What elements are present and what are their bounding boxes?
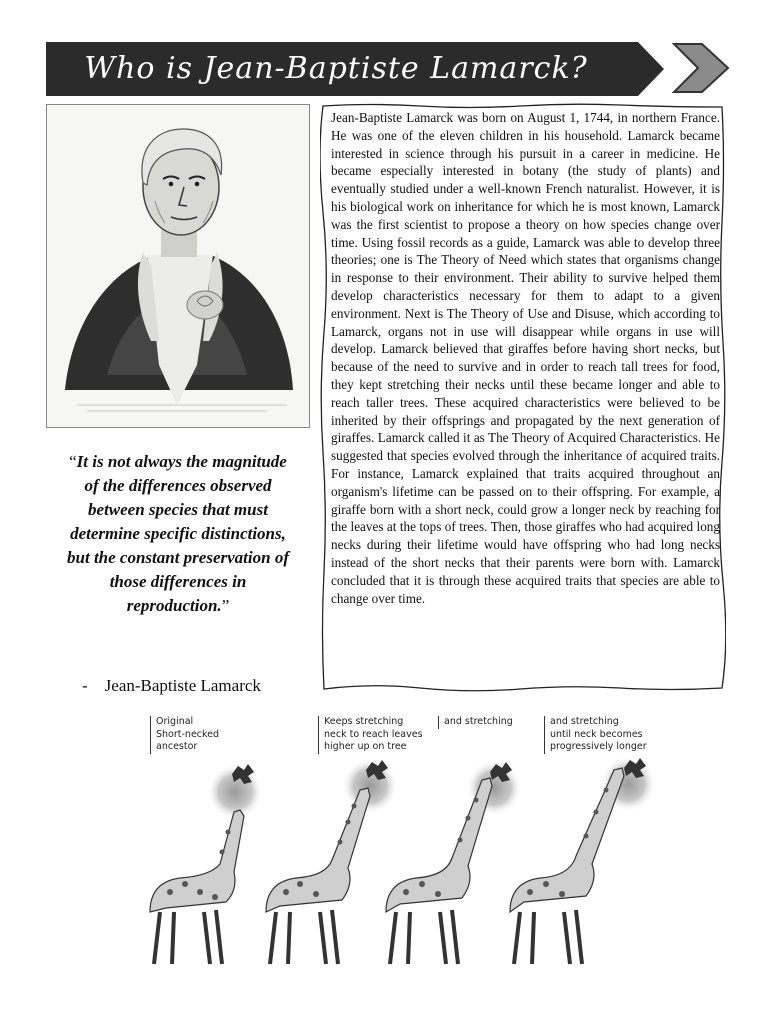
title-banner (46, 42, 666, 96)
chevron-right-icon (672, 42, 730, 94)
biography-text: Jean-Baptiste Lamarck was born on August 1, 1744, in northern France. He was one of the eleven children in his household. Lamarck became interested in science through his pursuit in a career in medicine. He became especially interested in botany (the study of plants) and eventually studied under a well-known French naturalist. However, it is his biological work on inheritance for which he is most known, Lamarck was the first scientist to propose a theory on how species change over time. Using fossil records as a guide, Lamarck was able to develop three theories; one is The Theory of Need which states that organisms change in response to their environment. Their ability to survive helped them develop characteristics necessary for them to adapt to a given environment. Next is The Theory of Use and Disuse, which according to Lamarck, organs not in use will disappear while organs in use will develop. Lamarck believed that giraffes before having short necks, but because of the need to survive and in order to reach tall trees for food, they kept stretching their necks until these became longer and able to reach taller trees. These acquired characteristics were believed to be inherited by their offsprings and propagated by the next generation of giraffes. Lamarck called it as The Theory of Acquired Characteristics. He suggested that species evolved through the inheritance of acquired traits. For instance, Lamarck explained that traits acquired throughout an organism's lifetime can be passed on to their offspring. For example, a giraffe born with a short neck, could grow a longer neck by reaching for the leaves at the tops of trees. Then, those giraffes who had acquired long necks during their lifetime would have offspring who had long necks instead of the short necks that their parents were born with. Lamarck concluded that it is through these acquired traits that species are able to change over time. (331, 110, 720, 606)
giraffe-evolution-diagram (140, 712, 660, 982)
giraffe-2-icon (266, 758, 398, 964)
quote-attribution: - Jean-Baptiste Lamarck (82, 676, 261, 695)
giraffe-4-icon (510, 756, 656, 964)
open-quote: “ (69, 452, 77, 471)
quote-text: It is not always the magnitude of the differences observed between species that must determine specific distinctions, but the constant preservation of those differences in reproduction. (67, 452, 289, 615)
stage-3-caption: and stretching (438, 716, 513, 729)
giraffes-illustration (140, 712, 660, 982)
stage-1-caption: Original Short-necked ancestor (150, 716, 219, 754)
giraffe-1-icon (150, 764, 263, 964)
close-quote: ” (221, 596, 230, 615)
page-title: Who is Jean-Baptiste Lamarck? (84, 51, 588, 86)
biography-box (320, 102, 726, 692)
portrait-image (46, 104, 310, 428)
stage-2-caption: Keeps stretching neck to reach leaves higher up on tree (318, 716, 423, 754)
lamarck-quote (62, 450, 294, 618)
giraffe-3-icon (386, 760, 522, 964)
lamarck-portrait-icon (47, 105, 309, 427)
stage-4-caption: and stretching until neck becomes progressively longer (544, 716, 647, 754)
